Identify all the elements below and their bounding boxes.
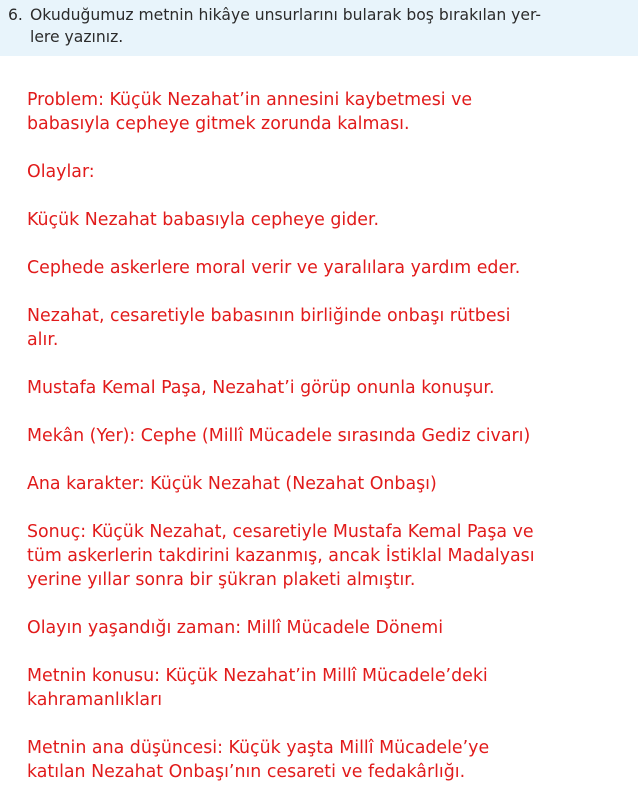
answer-events-heading <box>27 160 627 184</box>
answer-line: Olaylar: <box>27 162 95 182</box>
question-line: Okuduğumuz metnin hikâye unsurlarını bularak boş bırakılan yer- <box>30 6 542 24</box>
answer-line: yerine yıllar sonra bir şükran plaketi almıştır. <box>27 570 416 590</box>
answer-line: Mekân (Yer): Cephe (Millî Mücadele sırasında Gediz civarı) <box>27 426 531 446</box>
answer-main-character <box>27 472 627 496</box>
answer-line: Nezahat, cesaretiyle babasının birliğinde onbaşı rütbesi <box>27 306 511 326</box>
answer-line: Sonuç: Küçük Nezahat, cesaretiyle Mustafa Kemal Paşa ve <box>27 522 534 542</box>
answer-line: kahramanlıkları <box>27 690 163 710</box>
answer-event-4 <box>27 376 627 400</box>
answer-line: Olayın yaşandığı zaman: Millî Mücadele Dönemi <box>27 618 444 638</box>
answer-problem <box>27 88 627 136</box>
answer-line: alır. <box>27 330 59 350</box>
answer-line: tüm askerlerin takdirini kazanmış, ancak İstiklal Madalyası <box>27 546 535 566</box>
answer-line: Metnin ana düşüncesi: Küçük yaşta Millî Mücadele’ye <box>27 738 490 758</box>
answer-event-3 <box>27 304 627 352</box>
answer-line: Cephede askerlere moral verir ve yaralılara yardım eder. <box>27 258 521 278</box>
answer-event-2 <box>27 256 627 280</box>
answer-time <box>27 616 627 640</box>
answer-event-1 <box>27 208 627 232</box>
question-header <box>0 0 638 56</box>
answer-line: katılan Nezahat Onbaşı’nın cesareti ve fedakârlığı. <box>27 762 466 782</box>
answer-line: Küçük Nezahat babasıyla cepheye gider. <box>27 210 380 230</box>
answer-line: Metnin konusu: Küçük Nezahat’in Millî Mücadele’deki <box>27 666 488 686</box>
question-line: lere yazınız. <box>30 28 124 46</box>
answer-line: babasıyla cepheye gitmek zorunda kalması. <box>27 114 410 134</box>
answer-list <box>27 88 627 808</box>
answer-topic <box>27 664 627 712</box>
answer-main-idea <box>27 736 627 784</box>
question-text <box>30 4 615 48</box>
answer-line: Problem: Küçük Nezahat’in annesini kaybetmesi ve <box>27 90 473 110</box>
question-number: 6. <box>8 6 23 24</box>
answer-result <box>27 520 627 592</box>
answer-line: Mustafa Kemal Paşa, Nezahat’i görüp onunla konuşur. <box>27 378 495 398</box>
answer-place <box>27 424 627 448</box>
answer-line: Ana karakter: Küçük Nezahat (Nezahat Onbaşı) <box>27 474 437 494</box>
